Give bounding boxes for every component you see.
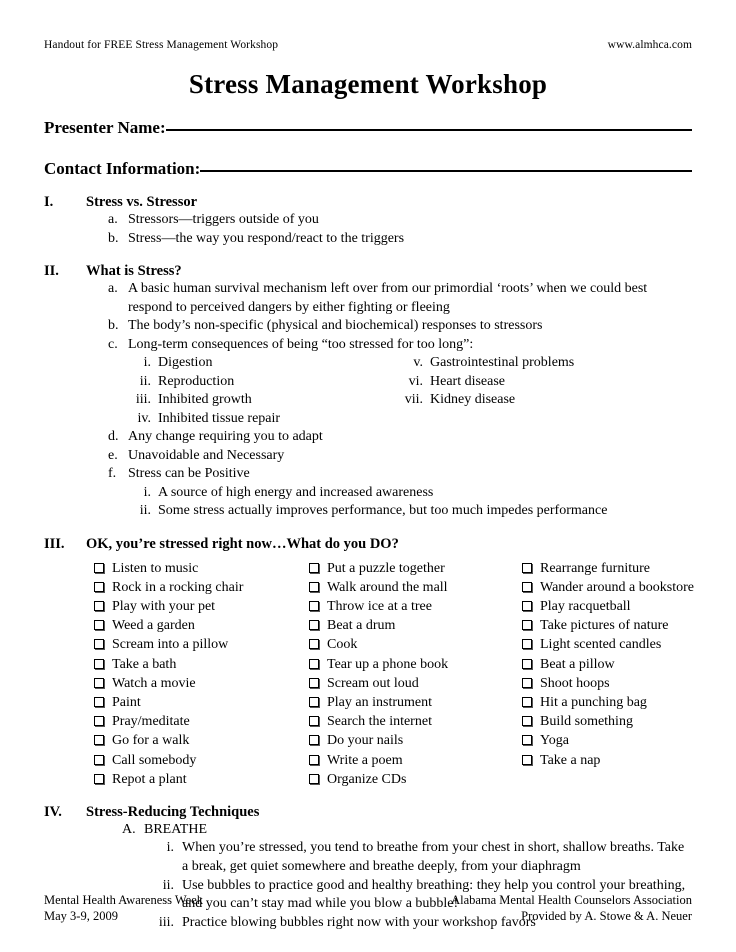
checklist-item[interactable] xyxy=(94,751,309,770)
list-marker: ii. xyxy=(139,373,151,389)
checklist-item-label: Do your nails xyxy=(327,733,404,749)
checkbox-icon[interactable] xyxy=(522,601,532,611)
checklist-item-label: Scream out loud xyxy=(327,675,419,691)
checkbox-icon[interactable] xyxy=(522,639,532,649)
section-3-heading xyxy=(44,535,692,553)
checkbox-icon[interactable] xyxy=(94,563,104,573)
checkbox-icon[interactable] xyxy=(309,639,319,649)
section-4-title: Stress-Reducing Techniques xyxy=(86,803,260,820)
checklist-item-label: Rearrange furniture xyxy=(540,560,650,576)
list-text: Digestion xyxy=(158,355,213,370)
presenter-name-label: Presenter Name: xyxy=(44,118,166,137)
footer-event-dates: May 3-9, 2009 xyxy=(44,909,118,923)
checkbox-icon[interactable] xyxy=(94,774,104,784)
checkbox-icon[interactable] xyxy=(94,639,104,649)
checklist-column-2[interactable] xyxy=(309,559,522,789)
checklist-item-label: Organize CDs xyxy=(327,771,407,787)
checkbox-icon[interactable] xyxy=(94,582,104,592)
checklist-item-label: Light scented candles xyxy=(540,637,662,653)
list-text: Some stress actually improves performance, but too much impedes performance xyxy=(158,503,608,518)
checklist-item[interactable] xyxy=(309,635,522,654)
list-marker: d. xyxy=(108,429,119,444)
checkbox-icon[interactable] xyxy=(309,678,319,688)
list-item xyxy=(108,465,692,484)
checklist-item[interactable] xyxy=(309,578,522,597)
list-text: Inhibited growth xyxy=(158,392,252,407)
checkbox-icon[interactable] xyxy=(94,659,104,669)
checklist-item-label: Pray/meditate xyxy=(112,714,190,730)
list-item xyxy=(108,280,692,317)
list-item xyxy=(108,447,692,466)
checklist-item-label: Weed a garden xyxy=(112,618,195,634)
checkbox-icon[interactable] xyxy=(309,659,319,669)
list-text: Stressors—triggers outside of you xyxy=(128,212,319,227)
long-term-consequences-list xyxy=(44,354,692,428)
checklist-item[interactable] xyxy=(94,635,309,654)
checklist-item[interactable] xyxy=(94,655,309,674)
checklist-item-label: Rock in a rocking chair xyxy=(112,579,244,595)
list-text: Practice blowing bubbles right now with your workshop favors xyxy=(182,914,536,930)
section-what-do-you-do xyxy=(44,535,692,789)
list-item xyxy=(108,428,692,447)
checklist-item-label: Shoot hoops xyxy=(540,675,610,691)
list-item xyxy=(108,317,692,336)
checklist-item-label: Watch a movie xyxy=(112,675,196,691)
checklist-item-label: Beat a pillow xyxy=(540,656,615,672)
checklist-item-label: Go for a walk xyxy=(112,733,190,749)
checklist-item-label: Repot a plant xyxy=(112,771,187,787)
consequences-column-left xyxy=(44,354,396,428)
list-text: Reproduction xyxy=(158,373,235,389)
footer-left xyxy=(44,892,203,924)
checkbox-icon[interactable] xyxy=(94,620,104,630)
checklist-item[interactable] xyxy=(94,770,309,789)
section-1-title: Stress vs. Stressor xyxy=(86,194,198,210)
checkbox-icon[interactable] xyxy=(522,563,532,573)
checkbox-icon[interactable] xyxy=(309,620,319,630)
list-marker: e. xyxy=(108,447,118,463)
checkbox-icon[interactable] xyxy=(522,678,532,688)
checklist-item[interactable] xyxy=(522,655,712,674)
checklist-item[interactable] xyxy=(522,712,712,731)
checklist-item-label: Take a bath xyxy=(112,656,177,672)
list-item xyxy=(128,502,692,521)
checkbox-icon[interactable] xyxy=(94,678,104,688)
checkbox-icon[interactable] xyxy=(522,716,532,726)
footer-organization: Alabama Mental Health Counselors Association xyxy=(451,893,692,907)
checklist-item[interactable] xyxy=(94,712,309,731)
section-2-number: II. xyxy=(44,263,59,279)
footer-provided-by: Provided by A. Stowe & A. Neuer xyxy=(521,909,692,923)
section-3-title: OK, you’re stressed right now…What do you DO? xyxy=(86,535,399,552)
checklist-item[interactable] xyxy=(309,597,522,616)
list-item xyxy=(396,391,692,410)
checklist-item-label: Yoga xyxy=(540,733,569,749)
checkbox-icon[interactable] xyxy=(309,697,319,707)
list-marker: c. xyxy=(108,336,118,352)
checklist-item-label: Take a nap xyxy=(540,752,601,768)
checklist-item-label: Put a puzzle together xyxy=(327,560,445,576)
checklist-item[interactable] xyxy=(309,616,522,635)
website-url: www.almhca.com xyxy=(607,39,692,51)
checklist-item-label: Play an instrument xyxy=(327,694,432,710)
list-text: Kidney disease xyxy=(430,392,516,407)
checklist-item[interactable] xyxy=(522,578,712,597)
list-text: Stress—the way you respond/react to the triggers xyxy=(128,230,405,246)
list-text: A source of high energy and increased awareness xyxy=(158,484,434,500)
section-3-number: III. xyxy=(44,535,65,552)
checkbox-icon[interactable] xyxy=(522,735,532,745)
list-marker: a. xyxy=(108,281,118,296)
running-head xyxy=(44,38,692,52)
list-text: BREATHE xyxy=(144,821,207,837)
checkbox-icon[interactable] xyxy=(309,755,319,765)
section-1-number: I. xyxy=(44,194,54,210)
checkbox-icon[interactable] xyxy=(522,620,532,630)
page-footer xyxy=(44,892,692,924)
checkbox-icon[interactable] xyxy=(94,716,104,726)
footer-event-name: Mental Health Awareness Week xyxy=(44,893,204,907)
checklist-item[interactable] xyxy=(94,616,309,635)
presenter-name-row xyxy=(44,118,692,138)
checklist-item-label: Hit a punching bag xyxy=(540,694,647,710)
list-item xyxy=(122,821,692,840)
list-item xyxy=(128,484,692,503)
checklist-item-label: Paint xyxy=(112,694,141,710)
list-text: Stress can be Positive xyxy=(128,466,250,481)
handout-note: Handout for FREE Stress Management Workshop xyxy=(44,39,279,51)
list-text: Heart disease xyxy=(430,373,506,389)
contact-information-label: Contact Information: xyxy=(44,159,201,178)
checklist-item-label: Take pictures of nature xyxy=(540,618,669,634)
list-text: Any change requiring you to adapt xyxy=(128,429,323,444)
section-what-is-stress xyxy=(44,262,692,521)
checkbox-icon[interactable] xyxy=(94,601,104,611)
list-item xyxy=(108,230,692,249)
checkbox-icon[interactable] xyxy=(309,601,319,611)
checkbox-icon[interactable] xyxy=(309,563,319,573)
list-item xyxy=(128,391,396,410)
checkbox-icon[interactable] xyxy=(309,735,319,745)
checklist-item-label: Listen to music xyxy=(112,560,199,576)
coping-activities-checklist xyxy=(94,559,692,789)
section-2-title: What is Stress? xyxy=(86,263,182,279)
list-marker: vi. xyxy=(408,373,423,389)
checklist-item-label: Call somebody xyxy=(112,752,197,768)
section-1-heading xyxy=(44,193,692,211)
checklist-column-3[interactable] xyxy=(522,559,712,789)
list-text: The body’s non-specific (physical and biochemical) responses to stressors xyxy=(128,318,543,333)
list-text: Inhibited tissue repair xyxy=(158,410,281,426)
checklist-item[interactable] xyxy=(94,674,309,693)
checklist-item[interactable] xyxy=(522,693,712,712)
list-marker: v. xyxy=(413,355,423,370)
contact-information-input[interactable] xyxy=(200,170,692,172)
page-title: Stress Management Workshop xyxy=(188,69,548,99)
checklist-item[interactable] xyxy=(309,712,522,731)
list-marker: i. xyxy=(143,355,151,370)
list-text: Use bubbles to practice good and healthy breathing: they help you control your breathing, and you can’t stay mad while you blow a bubble! xyxy=(182,877,686,912)
checklist-item-label: Play racquetball xyxy=(540,598,631,614)
list-item xyxy=(152,839,692,876)
list-item xyxy=(108,336,692,355)
checklist-item[interactable] xyxy=(309,770,522,789)
list-text: When you’re stressed, you tend to breathe from your chest in short, shallow breaths. Take a break, get quiet somewhere and breathe deeply, from your diaphragm xyxy=(182,840,685,875)
checklist-item-label: Search the internet xyxy=(327,714,432,730)
checkbox-icon[interactable] xyxy=(522,582,532,592)
list-marker: ii. xyxy=(139,503,151,518)
checklist-item[interactable] xyxy=(309,693,522,712)
list-text: A basic human survival mechanism left over from our primordial ‘roots’ when we could best respond to perceived dangers by either fighting or fleeing xyxy=(128,281,648,315)
section-4-heading xyxy=(44,803,692,821)
checkbox-icon[interactable] xyxy=(94,755,104,765)
checkbox-icon[interactable] xyxy=(522,659,532,669)
checklist-item[interactable] xyxy=(522,635,712,654)
list-marker: a. xyxy=(108,212,118,227)
list-item xyxy=(108,211,692,230)
checklist-item[interactable] xyxy=(309,751,522,770)
checklist-item[interactable] xyxy=(94,731,309,750)
checklist-item-label: Play with your pet xyxy=(112,598,216,614)
checklist-item[interactable] xyxy=(522,559,712,578)
list-marker: iv. xyxy=(137,410,151,426)
checklist-item[interactable] xyxy=(94,559,309,578)
checklist-item[interactable] xyxy=(309,559,522,578)
section-stress-vs-stressor xyxy=(44,193,692,248)
section-2-heading xyxy=(44,262,692,280)
checkbox-icon[interactable] xyxy=(309,716,319,726)
consequences-column-right xyxy=(396,354,692,428)
checklist-item-label: Throw ice at a tree xyxy=(327,598,432,614)
footer-right xyxy=(451,892,692,924)
list-marker: b. xyxy=(108,318,119,333)
checkbox-icon[interactable] xyxy=(309,582,319,592)
checklist-item[interactable] xyxy=(309,731,522,750)
list-item xyxy=(396,354,692,373)
checklist-item-label: Write a poem xyxy=(327,752,403,768)
contact-information-row xyxy=(44,159,692,179)
list-marker: i. xyxy=(143,484,151,500)
checkbox-icon[interactable] xyxy=(94,697,104,707)
checklist-item[interactable] xyxy=(309,655,522,674)
checkbox-icon[interactable] xyxy=(309,774,319,784)
list-item xyxy=(396,373,692,392)
list-marker: ii. xyxy=(162,877,174,893)
section-4-number: IV. xyxy=(44,803,62,820)
checklist-item[interactable] xyxy=(522,751,712,770)
list-marker: A. xyxy=(122,821,136,837)
list-marker: iii. xyxy=(135,392,151,407)
checkbox-icon[interactable] xyxy=(94,735,104,745)
checklist-item-label: Build something xyxy=(540,714,633,730)
list-item xyxy=(128,373,396,392)
checklist-item[interactable] xyxy=(94,597,309,616)
checklist-item-label: Tear up a phone book xyxy=(327,656,449,672)
list-item xyxy=(128,410,396,429)
checklist-item[interactable] xyxy=(309,674,522,693)
checklist-column-1[interactable] xyxy=(94,559,309,789)
checkbox-icon[interactable] xyxy=(522,755,532,765)
checklist-item[interactable] xyxy=(522,616,712,635)
checklist-item[interactable] xyxy=(522,731,712,750)
checklist-item-label: Cook xyxy=(327,637,358,653)
list-marker: i. xyxy=(166,840,174,856)
checklist-item-label: Beat a drum xyxy=(327,618,396,634)
list-marker: iii. xyxy=(158,914,174,930)
list-item xyxy=(128,354,396,373)
checklist-item[interactable] xyxy=(522,674,712,693)
checkbox-icon[interactable] xyxy=(522,697,532,707)
checklist-item[interactable] xyxy=(94,693,309,712)
checklist-item[interactable] xyxy=(94,578,309,597)
checklist-item-label: Wander around a bookstore xyxy=(540,579,694,595)
presenter-name-input[interactable] xyxy=(166,129,692,131)
list-text: Unavoidable and Necessary xyxy=(128,447,285,463)
list-text: Gastrointestinal problems xyxy=(430,355,575,370)
list-marker: b. xyxy=(108,230,119,246)
checklist-item-label: Walk around the mall xyxy=(327,579,448,595)
list-marker: vii. xyxy=(404,392,423,407)
checklist-item-label: Scream into a pillow xyxy=(112,637,229,653)
list-marker: f. xyxy=(108,466,117,481)
list-text: Long-term consequences of being “too stressed for too long”: xyxy=(128,336,474,352)
checklist-item[interactable] xyxy=(522,597,712,616)
